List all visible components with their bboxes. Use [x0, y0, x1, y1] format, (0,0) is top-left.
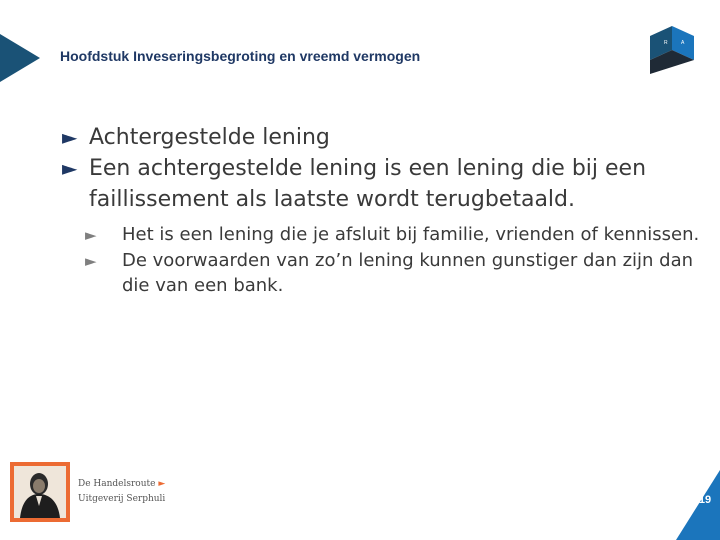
bullet-text: Een achtergestelde lening is een lening die bij een faillissement als laatste wordt terugbetaald. [89, 156, 647, 212]
sub-bullet-arrow-icon: ► [85, 252, 97, 270]
publisher-subtitle: Uitgeverij Serphuli [78, 494, 166, 504]
corner-logo-letter-right: A [681, 40, 685, 46]
sub-bullet-arrow-icon: ► [85, 226, 97, 244]
publisher-logo [10, 462, 165, 522]
sub-bullet-item [85, 248, 702, 298]
bullet-item [62, 122, 702, 153]
bullet-arrow-icon: ► [62, 125, 78, 149]
bullet-text: Achtergestelde lening [89, 125, 330, 150]
left-triangle-decoration [0, 34, 40, 82]
bullet-arrow-icon: ► [62, 156, 78, 180]
sub-bullet-text: Het is een lening die je afsluit bij familie, vrienden of kennissen. [122, 224, 700, 245]
bullet-item [62, 153, 702, 215]
sub-bullet-text: De voorwaarden van zo’n lening kunnen gunstiger dan zijn dan die van een bank. [122, 250, 694, 296]
corner-logo [650, 26, 696, 74]
publisher-arrow-icon: ► [158, 479, 166, 489]
chapter-title: Hoofdstuk Inveseringsbegroting en vreemd vermogen [60, 48, 421, 64]
corner-logo-letter-left: R [664, 40, 668, 46]
sub-bullet-item [85, 222, 702, 248]
portrait-image [10, 462, 70, 522]
portrait-illustration [14, 466, 66, 518]
page-number: 19 [698, 494, 712, 506]
slide-content [62, 122, 702, 298]
publisher-name: De Handelsroute [78, 479, 156, 489]
